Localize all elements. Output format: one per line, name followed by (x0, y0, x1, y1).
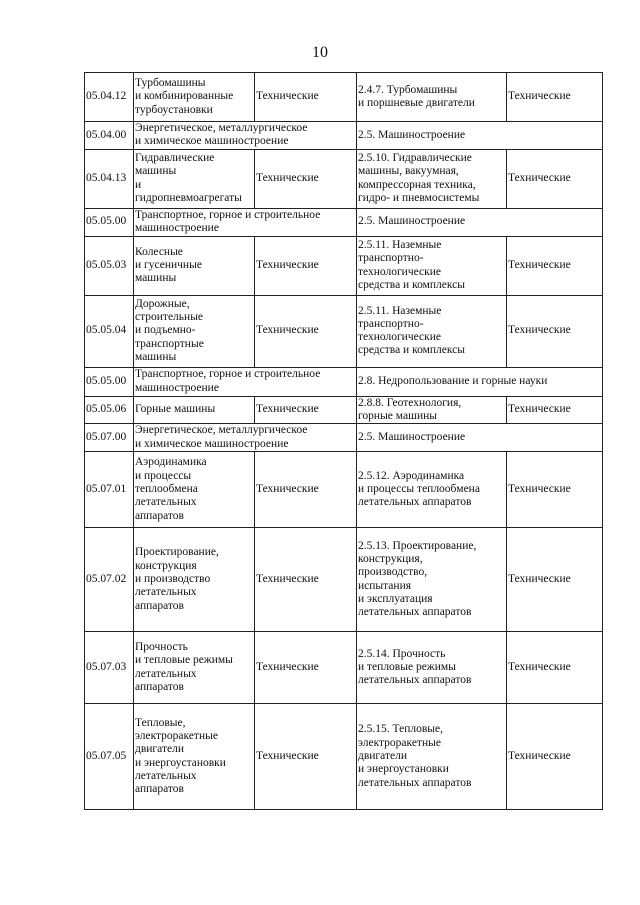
old-code-cell: 05.05.03 (85, 236, 134, 295)
table-row (85, 704, 603, 810)
old-specialty-name-cell: Колесные и гусеничные машины (134, 236, 255, 295)
old-group-cell: Транспортное, горное и строительное машиностроение (134, 208, 357, 236)
old-code-cell: 05.04.12 (85, 73, 134, 122)
old-specialty-name-cell: Дорожные, строительные и подъемно- транспортные машины (134, 295, 255, 367)
old-code-cell: 05.05.04 (85, 295, 134, 367)
old-specialty-name-cell: Аэродинамика и процессы теплообмена летательных аппаратов (134, 452, 255, 528)
old-branch-cell: Технические (255, 704, 357, 810)
new-specialty-cell: 2.4.7. Турбомашины и поршневые двигатели (357, 73, 507, 122)
new-branch-cell: Технические (507, 149, 603, 208)
group-row (85, 122, 603, 150)
table-row (85, 149, 603, 208)
table-row (85, 632, 603, 704)
old-code-cell: 05.07.05 (85, 704, 134, 810)
old-specialty-name-cell: Гидравлические машины и гидропневмоагрегаты (134, 149, 255, 208)
table-row (85, 396, 603, 424)
old-code-cell: 05.04.13 (85, 149, 134, 208)
new-specialty-cell: 2.5.15. Тепловые, электроракетные двигатели и энергоустановки летательных аппаратов (357, 704, 507, 810)
old-code-cell: 05.04.00 (85, 122, 134, 150)
table-row (85, 236, 603, 295)
old-code-cell: 05.05.00 (85, 367, 134, 396)
old-code-cell: 05.05.00 (85, 208, 134, 236)
new-group-cell: 2.5. Машиностроение (357, 208, 603, 236)
table-row (85, 73, 603, 122)
new-group-cell: 2.8. Недропользование и горные науки (357, 367, 603, 396)
old-code-cell: 05.07.03 (85, 632, 134, 704)
old-specialty-name-cell: Турбомашины и комбинированные турбоустановки (134, 73, 255, 122)
old-branch-cell: Технические (255, 149, 357, 208)
old-code-cell: 05.07.01 (85, 452, 134, 528)
new-specialty-cell: 2.5.11. Наземные транспортно- технологические средства и комплексы (357, 295, 507, 367)
new-specialty-cell: 2.5.13. Проектирование, конструкция, производство, испытания и эксплуатация летательных аппаратов (357, 528, 507, 632)
old-branch-cell: Технические (255, 396, 357, 424)
old-group-cell: Энергетическое, металлургическое и химическое машиностроение (134, 122, 357, 150)
old-group-cell: Транспортное, горное и строительное машиностроение (134, 367, 357, 396)
old-specialty-name-cell: Горные машины (134, 396, 255, 424)
old-branch-cell: Технические (255, 528, 357, 632)
new-branch-cell: Технические (507, 632, 603, 704)
old-branch-cell: Технические (255, 632, 357, 704)
old-branch-cell: Технические (255, 452, 357, 528)
group-row (85, 208, 603, 236)
old-code-cell: 05.07.00 (85, 424, 134, 452)
new-branch-cell: Технические (507, 452, 603, 528)
old-branch-cell: Технические (255, 73, 357, 122)
old-code-cell: 05.07.02 (85, 528, 134, 632)
new-group-cell: 2.5. Машиностроение (357, 424, 603, 452)
new-specialty-cell: 2.5.10. Гидравлические машины, вакуумная, компрессорная техника, гидро- и пневмосистемы (357, 149, 507, 208)
old-specialty-name-cell: Проектирование, конструкция и производство летательных аппаратов (134, 528, 255, 632)
new-branch-cell: Технические (507, 528, 603, 632)
old-branch-cell: Технические (255, 295, 357, 367)
new-branch-cell: Технические (507, 396, 603, 424)
table-row (85, 528, 603, 632)
table-row (85, 295, 603, 367)
table-body (85, 73, 603, 810)
old-specialty-name-cell: Прочность и тепловые режимы летательных аппаратов (134, 632, 255, 704)
new-specialty-cell: 2.5.11. Наземные транспортно- технологические средства и комплексы (357, 236, 507, 295)
old-group-cell: Энергетическое, металлургическое и химическое машиностроение (134, 424, 357, 452)
page-number: 10 (312, 44, 328, 61)
old-code-cell: 05.05.06 (85, 396, 134, 424)
new-branch-cell: Технические (507, 236, 603, 295)
new-branch-cell: Технические (507, 73, 603, 122)
group-row (85, 424, 603, 452)
new-specialty-cell: 2.8.8. Геотехнология, горные машины (357, 396, 507, 424)
old-branch-cell: Технические (255, 236, 357, 295)
new-specialty-cell: 2.5.14. Прочность и тепловые режимы летательных аппаратов (357, 632, 507, 704)
new-group-cell: 2.5. Машиностроение (357, 122, 603, 150)
old-specialty-name-cell: Тепловые, электроракетные двигатели и энергоустановки летательных аппаратов (134, 704, 255, 810)
table-row (85, 452, 603, 528)
new-branch-cell: Технические (507, 295, 603, 367)
new-specialty-cell: 2.5.12. Аэродинамика и процессы теплообмена летательных аппаратов (357, 452, 507, 528)
new-branch-cell: Технические (507, 704, 603, 810)
group-row (85, 367, 603, 396)
correspondence-table (84, 72, 603, 810)
